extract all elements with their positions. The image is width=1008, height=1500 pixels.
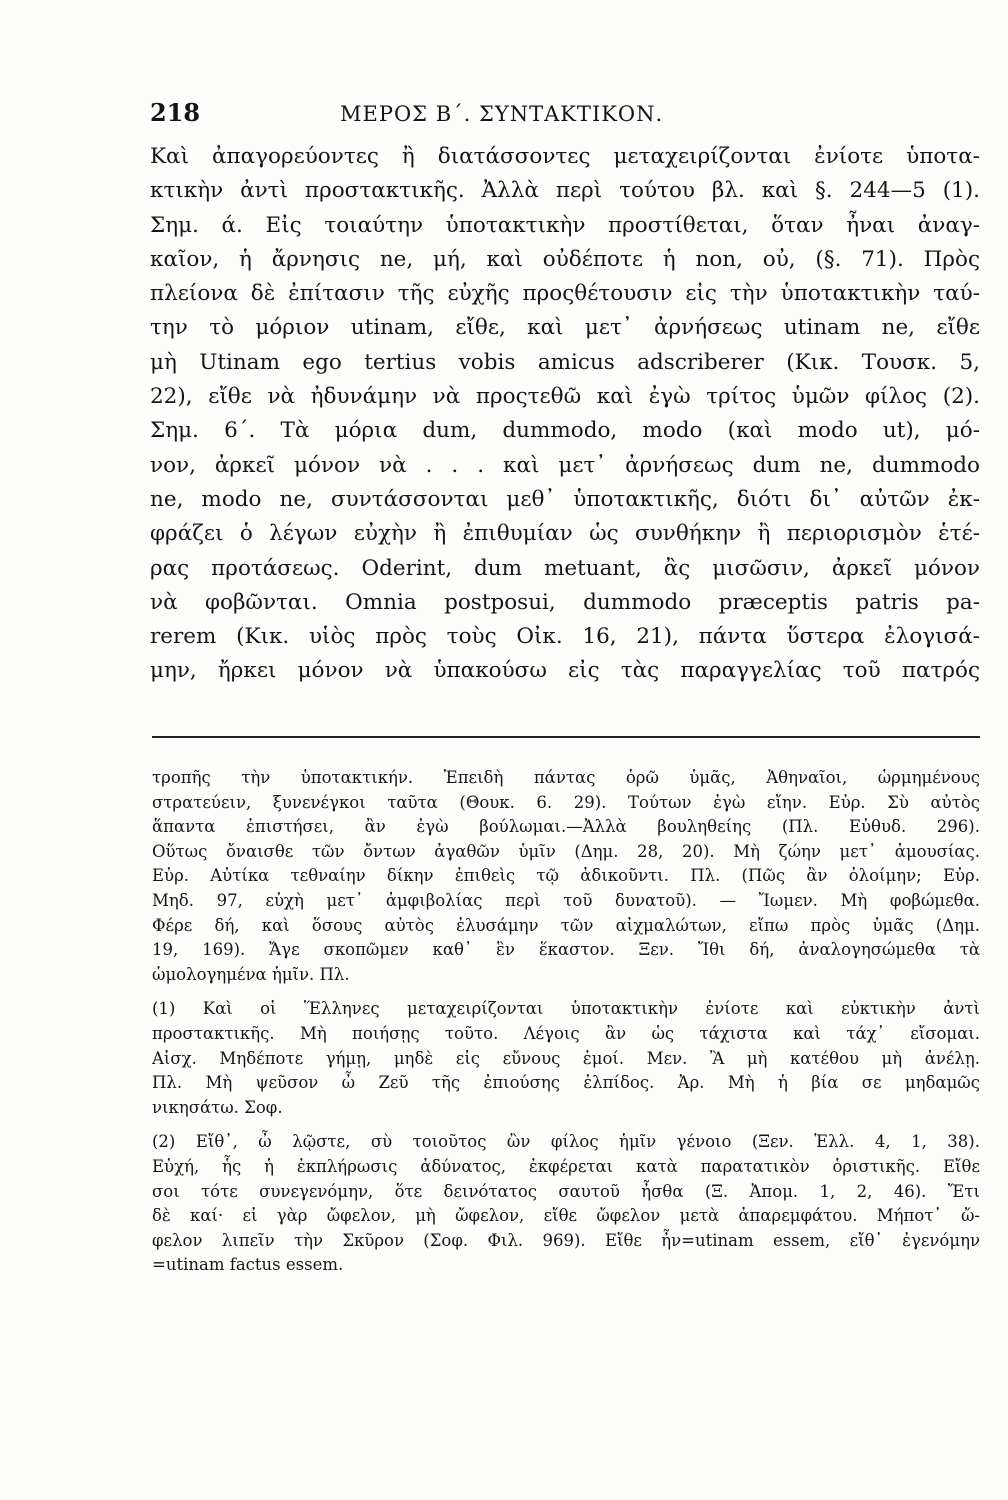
main-line: Σημ. 6΄. Τὰ μόρια dum, dummodo, modo (καὶ modo ut), μό- (150, 418, 980, 444)
footnote-2-line: Εὐχή, ἧς ἡ ἐκπλήρωσις ἀδύνατος, ἐκφέρεται κατὰ παρατατικὸν ὁριστικῆς. Εἴθε (152, 1156, 980, 1176)
running-head: ΜΕΡΟΣ Β΄. ΣΥΝΤΑΚΤΙΚΟΝ. (340, 102, 664, 126)
footnote-line: Φέρε δή, καὶ ὅσους αὐτὸς ἐλυσάμην τῶν αἰχμαλώτων, εἴπω πρὸς ὑμᾶς (Δημ. (152, 915, 980, 935)
main-line: μην, ἤρκει μόνον νὰ ὑπακούσω εἰς τὰς παραγγελίας τοῦ πατρός (150, 658, 980, 684)
page-header (150, 98, 990, 127)
main-text (150, 140, 980, 689)
footnote-line: 19, 169). Ἄγε σκοπῶμεν καθ᾽ ἓν ἕκαστον. Ξεν. Ἴθι δή, ἀναλογησώμεθα τὰ (152, 940, 980, 960)
main-line: 22), εἴθε νὰ ἠδυνάμην νὰ προςτεθῶ καὶ ἐγὼ τρίτος ὑμῶν φίλος (2). (150, 384, 980, 410)
footnote-line: ὡμολογημένα ἡμῖν. Πλ. (152, 964, 350, 984)
main-line: ne, modo ne, συντάσσονται μεθ᾽ ὑποτακτικῆς, διότι δι᾽ αὐτῶν ἐκ- (150, 486, 980, 512)
main-line: Σημ. ά. Εἰς τοιαύτην ὑποτακτικὴν προστίθεται, ὅταν ἦναι ἀναγ- (150, 212, 980, 238)
footnote-2-line: σοι τότε συνεγενόμην, ὅτε δεινότατος σαυτοῦ ἦσθα (Ξ. Ἀπομ. 1, 2, 46). Ἔτι (152, 1181, 980, 1201)
main-line: rerem (Κικ. υἱὸς πρὸς τοὺς Οἰκ. 16, 21), πάντα ὕστερα ἐλογισά- (150, 624, 980, 650)
main-line: νον, ἀρκεῖ μόνον νὰ . . . καὶ μετ᾽ ἀρνήσεως dum ne, dummodo (150, 452, 980, 478)
footnote-1-line: Πλ. Μὴ ψεῦσον ὦ Ζεῦ τῆς ἐπιούσης ἐλπίδος. Ἀρ. Μὴ ἡ βία σε μηδαμῶς (152, 1073, 980, 1093)
footnote-2-line: δὲ καί· εἰ γὰρ ὤφελον, μὴ ὤφελον, εἴθε ὤφελον μετὰ ἀπαρεμφάτου. Μήποτ᾽ ὤ- (152, 1206, 980, 1226)
footnote-1-line: Αἰσχ. Μηδέποτε γήμῃ, μηδὲ εἰς εὔνους ἐμοί. Μεν. Ἂ μὴ κατέθου μὴ ἀνέλῃ. (152, 1048, 980, 1068)
page-number: 218 (150, 98, 201, 127)
main-line: μὴ Utinam ego tertius vobis amicus adscriberer (Κικ. Τουσκ. 5, (150, 349, 980, 375)
footnote-line: ἅπαντα ἐπιστήσει, ἂν ἐγὼ βούλωμαι.—Ἀλλὰ βουληθείης (Πλ. Εὐθυδ. 296). (152, 817, 980, 837)
main-line: ρας προτάσεως. Oderint, dum metuant, ἂς μισῶσιν, ἀρκεῖ μόνον (150, 555, 980, 581)
main-line: Καὶ ἀπαγορεύοντες ἢ διατάσσοντες μεταχειρίζονται ἐνίοτε ὑποτα- (150, 144, 980, 169)
main-line: πλείονα δὲ ἐπίτασιν τῆς εὐχῆς προςθέτουσιν εἰς τὴν ὑποτακτικὴν ταύ- (150, 281, 980, 307)
main-line: νὰ φοβῶνται. Omnia postposui, dummodo præceptis patris pa- (150, 589, 980, 615)
main-line: την τὸ μόριον utinam, εἴθε, καὶ μετ᾽ ἀρνήσεως utinam ne, εἴθε (150, 315, 980, 341)
footnote-line: Οὕτως ὄναισθε τῶν ὄντων ἀγαθῶν ὑμῖν (Δημ. 28, 20). Μὴ ζώην μετ᾽ ἀμουσίας. (152, 841, 980, 861)
main-line: καῖον, ἡ ἄρνησις ne, μή, καὶ οὐδέποτε ἡ non, οὐ, (§. 71). Πρὸς (150, 246, 980, 272)
footnote-line: τροπῆς τὴν ὑποτακτικήν. Ἐπειδὴ πάντας ὁρῶ ὑμᾶς, Ἀθηναῖοι, ὡρμημένους (152, 768, 980, 787)
footnote-1-line: προστακτικῆς. Μὴ ποιήσῃς τοῦτο. Λέγοις ἂν ὡς τάχιστα καὶ τάχ᾽ εἴσομαι. (152, 1023, 980, 1043)
footnotes (152, 766, 980, 1278)
footnote-1-line: νικησάτω. Σοφ. (152, 1097, 283, 1117)
footnote-2-line: =utinam factus essem. (152, 1255, 344, 1275)
footnote-line: Εὐρ. Αὐτίκα τεθναίην δίκην ἐπιθεὶς τῷ ἀδικοῦντι. Πλ. (Πῶς ἂν ὀλοίμην; Εὐρ. (152, 866, 980, 886)
footnote-divider (152, 736, 980, 738)
footnote-line: Μηδ. 97, εὐχὴ μετ᾽ ἀμφιβολίας περὶ τοῦ δυνατοῦ). — Ἴωμεν. Μὴ φοβώμεθα. (152, 890, 980, 910)
footnote-1-line: (1) Καὶ οἱ Ἕλληνες μεταχειρίζονται ὑποτακτικὴν ἐνίοτε καὶ εὐκτικὴν ἀντὶ (152, 999, 980, 1019)
main-line: κτικὴν ἀντὶ προστακτικῆς. Ἀλλὰ περὶ τούτου βλ. καὶ §. 244—5 (1). (150, 178, 980, 204)
footnote-2-line: φελον λιπεῖν τὴν Σκῦρον (Σοφ. Φιλ. 969). Εἴθε ἦν=utinam essem, εἴθ᾽ ἐγενόμην (152, 1230, 980, 1250)
footnote-line: στρατεύειν, ξυνενέγκοι ταῦτα (Θουκ. 6. 29). Τούτων ἐγὼ εἴην. Εὐρ. Σὺ αὐτὸς (152, 792, 980, 812)
footnote-2-line: (2) Εἴθ᾽, ὦ λῷστε, σὺ τοιοῦτος ὢν φίλος ἡμῖν γένοιο (Ξεν. Ἑλλ. 4, 1, 38). (152, 1132, 980, 1152)
main-line: φράζει ὁ λέγων εὐχὴν ἢ ἐπιθυμίαν ὡς συνθήκην ἢ περιορισμὸν ἑτέ- (150, 521, 980, 547)
